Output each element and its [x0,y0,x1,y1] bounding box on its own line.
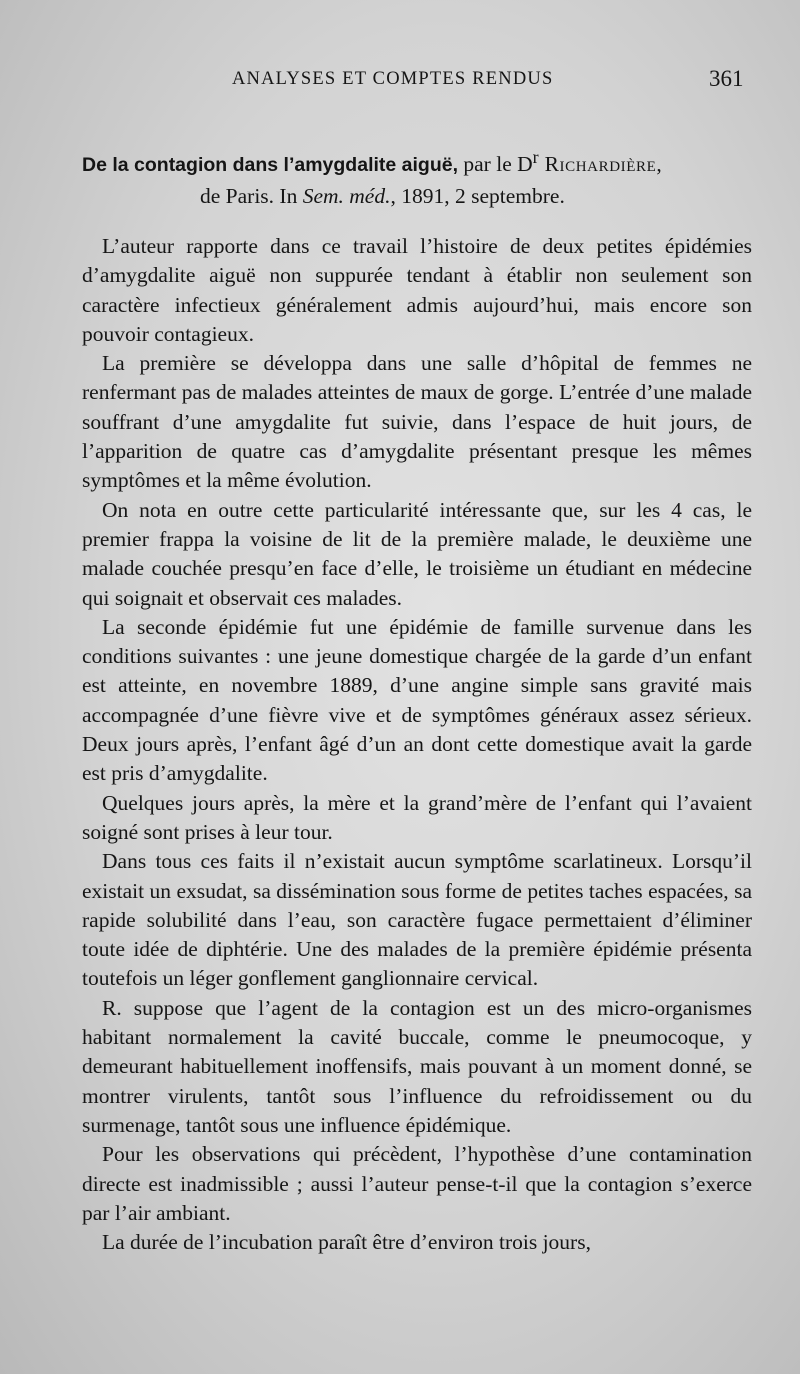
article-citation [82,142,752,212]
author-name: Richardière, [538,152,663,177]
citation-by: par le D [458,152,533,177]
paragraph: La seconde épidémie fut une épidémie de famille survenue dans les conditions suivantes : une jeune domestique chargée de la garde d’un enfant est atteinte, en novembre 1889, d’une angine simple sans gravité mais accompagnée d’une fièvre vive et de symptômes généraux assez sérieux. Deux jours après, l’enfant âgé d’un an dont cette domestique avait la garde est pris d’amygdalite. [82,614,752,786]
running-head [0,64,800,94]
journal-name: Sem. méd. [302,184,391,209]
citation-line-2 [82,181,752,212]
paragraph: L’auteur rapporte dans ce travail l’histoire de deux petites épidémies d’amygdalite aiguë non suppurée tendant à établir non seulement son caractère infectieux généralement admis aujourd’hui, mais encore son pouvoir contagieux. [82,234,752,346]
article-title: De la contagion dans l’amygdalite aiguë, [82,154,459,177]
citation-line-1 [82,142,752,181]
paragraph: Dans tous ces faits il n’existait aucun symptôme scarlatineux. Lorsqu’il existait un exsudat, sa dissémination sous forme de petites taches espacées, sa rapide solubilité dans l’eau, son caractère fugace permettaient d’éliminer toute idée de diphtérie. Une des malades de la première épidémie présenta toutefois un léger gonflement ganglionnaire cervical. [82,849,752,991]
citation-place: de Paris. In [200,184,303,209]
citation-by-superscript: r [532,147,539,167]
paragraph: R. suppose que l’agent de la contagion est un des micro-organismes habitant normalement la cavité buccale, comme le pneumocoque, y demeurant habituellement inoffensifs, mais pouvant à un moment donné, se montrer virulents, tantôt sous l’influence du refroidissement ou du surmenage, tantôt sous une influence épidémique. [82,995,752,1137]
paragraph: Pour les observations qui précèdent, l’hypothèse d’une contamination directe est inadmissible ; aussi l’auteur pense-t-il que la contagion s’exerce par l’air ambiant. [82,1142,752,1225]
paragraph: Quelques jours après, la mère et la grand’mère de l’enfant qui l’avaient soigné sont prises à leur tour. [82,790,752,844]
paragraph: La durée de l’incubation paraît être d’environ trois jours, [102,1230,591,1255]
running-title: ANALYSES ET COMPTES RENDUS [232,69,554,89]
paragraph: La première se développa dans une salle d’hôpital de femmes ne renfermant pas de malades atteintes de maux de gorge. L’entrée d’une malade souffrant d’une amygdalite fut suivie, dans l’espace de huit jours, de l’apparition de quatre cas d’amygdalite présentant presque les mêmes symptômes et la même évolution. [82,351,752,493]
publication-date: , 1891, 2 septembre. [390,184,565,209]
paragraph: On nota en outre cette particularité intéressante que, sur les 4 cas, le premier frappa la voisine de lit de la première malade, le deuxième une malade couchée presqu’en face d’elle, le troisième un étudiant en médecine qui soignait et observait ces malades. [82,497,752,610]
article-body [82,232,752,1257]
page-number: 361 [709,66,744,91]
